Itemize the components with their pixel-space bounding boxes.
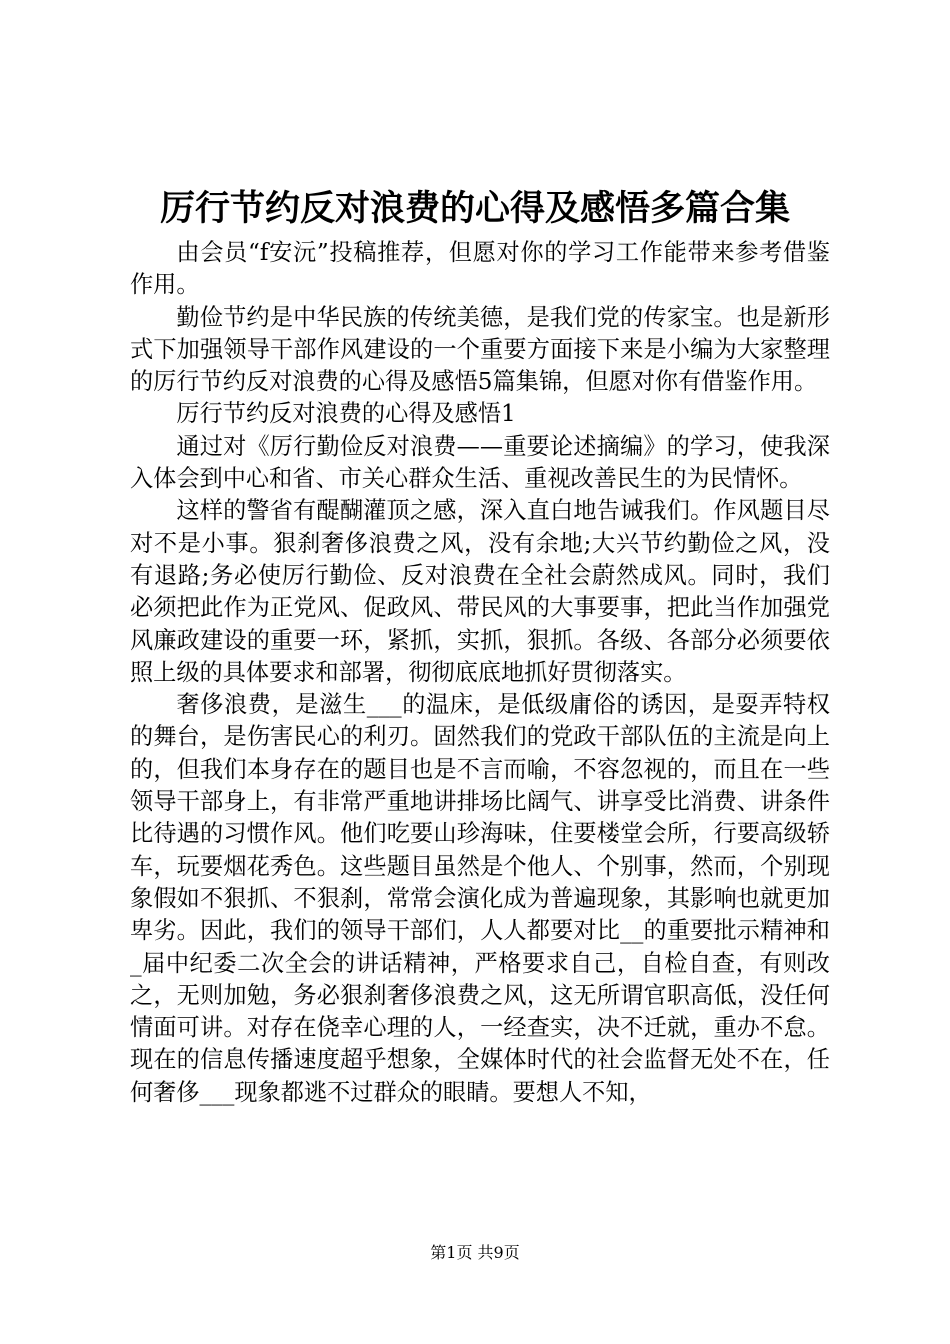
- body-paragraph: 通过对《厉行勤俭反对浪费——重要论述摘编》的学习，使我深入体会到中心和省、市关心群众生活、重视改善民生的为民情怀。: [130, 432, 830, 493]
- document-body: [130, 237, 830, 1109]
- document-title: 厉行节约反对浪费的心得及感悟多篇合集: [159, 188, 790, 229]
- intro-paragraph: 由会员“f安沅”投稿推荐，但愿对你的学习工作能带来参考借鉴作用。: [130, 239, 830, 299]
- body-paragraph: 勤俭节约是中华民族的传统美德，是我们党的传家宝。也是新形式下加强领导干部作风建设的一个重要方面接下来是小编为大家整理的厉行节约反对浪费的心得及感悟5篇集锦，但愿对你有借鉴作用。: [130, 303, 830, 396]
- body-paragraph: 奢侈浪费，是滋生___的温床，是低级庸俗的诱因，是耍弄特权的舞台，是伤害民心的利刃。固然我们的党政干部队伍的主流是向上的，但我们本身存在的题目也是不言而喻，不容忽视的，而且在一些领导干部身上，有非常严重地讲排场比阔气、讲享受比消费、讲条件比待遇的习惯作风。他们吃要山珍海味，住要楼堂会所，行要高级轿车，玩要烟花秀色。这些题目虽然是个他人、个别事，然而，个别现象假如不狠抓、不狠刹，常常会演化成为普遍现象，其影响也就更加卑劣。因此，我们的领导干部们，人人都要对比__的重要批示精神和_届中纪委二次全会的讲话精神，严格要求自己，自检自查，有则改之，无则加勉，务必狠刹奢侈浪费之风，这无所谓官职高低，没任何情面可讲。对存在侥幸心理的人，一经查实，决不迁就，重办不怠。现在的信息传播速度超乎想象，全媒体时代的社会监督无处不在，任何奢侈___现象都逃不过群众的眼睛。要想人不知，: [130, 691, 830, 1106]
- body-paragraph: 这样的警省有醍醐灌顶之感，深入直白地告诫我们。作风题目尽对不是小事。狠刹奢侈浪费之风，没有余地;大兴节约勤俭之风，没有退路;务必使厉行勤俭、反对浪费在全社会蔚然成风。同时，我们必须把此作为正党风、促政风、带民风的大事要事，把此当作加强党风廉政建设的重要一环，紧抓，实抓，狠抓。各级、各部分必须要依照上级的具体要求和部署，彻彻底底地抓好贯彻落实。: [130, 497, 830, 686]
- section-heading: 厉行节约反对浪费的心得及感悟1: [176, 400, 516, 428]
- page-number-footer: 第1页 共9页: [430, 1243, 520, 1262]
